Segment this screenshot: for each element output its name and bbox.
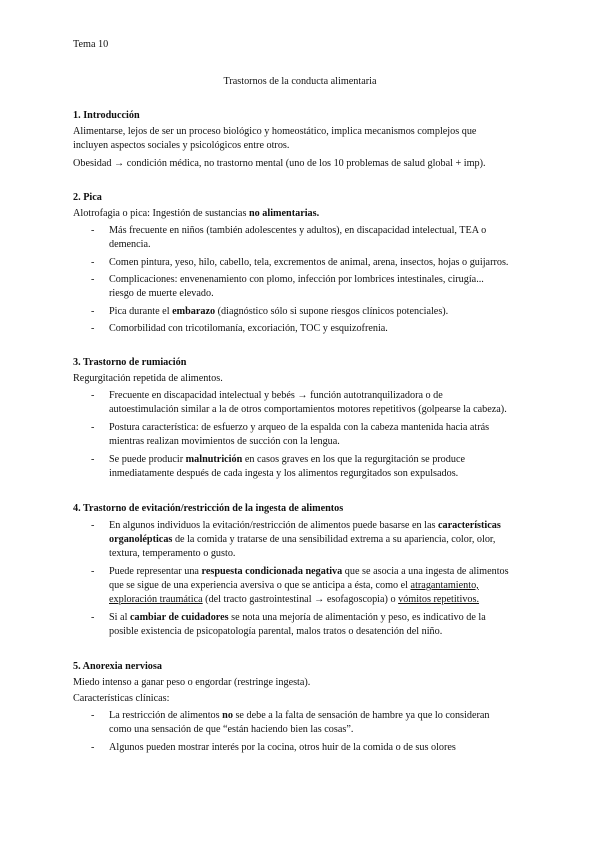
paragraph-line: Miedo intenso a ganar peso o engordar (restringe ingesta). (73, 677, 311, 688)
section-5-heading: 5. Anorexia nerviosa (73, 661, 162, 672)
section-2-heading: 2. Pica (73, 192, 102, 203)
list-item-line: mientras realizan movimientos de succión con la lengua. (109, 436, 340, 447)
paragraph-line: Características clínicas: (73, 693, 170, 704)
list-item-line: autoestimulación similar a la de otros comportamientos motores repetitivos (golpearse la cabeza). (109, 404, 507, 415)
list-item-line: riesgo de muerte elevado. (109, 288, 214, 299)
bullet-dash: - (91, 323, 95, 334)
paragraph-line: Alotrofagia o pica: Ingestión de sustancias no alimentarias. (73, 208, 320, 219)
list-item-line: Si al cambiar de cuidadores se nota una mejoría de alimentación y peso, es indicativo de la (109, 612, 486, 623)
section-3-heading: 3. Trastorno de rumiación (73, 357, 187, 368)
list-item-line: Postura característica: de esfuerzo y arqueo de la espalda con la cabeza mantenida hacia atrás (109, 422, 490, 433)
list-item-line: exploración traumática (del tracto gastrointestinal → esofagoscopia) o vómitos repetitivos. (109, 594, 480, 605)
list-item-line: textura, temperamento o gusto. (109, 548, 236, 559)
bullet-dash: - (91, 225, 95, 236)
bullet-dash: - (91, 257, 95, 268)
bullet-dash: - (91, 306, 95, 317)
bullet-dash: - (91, 274, 95, 285)
list-item-line: Algunos pueden mostrar interés por la cocina, otros huir de la comida o de sus olores (109, 742, 456, 753)
list-item-line: inmediatamente después de cada ingesta y los alimentos regurgitados son expulsados. (109, 468, 459, 479)
bullet-dash: - (91, 454, 95, 465)
list-item-line: Comen pintura, yeso, hilo, cabello, tela, excrementos de animal, arena, insectos, hojas o guijarros. (109, 257, 509, 268)
section-1-heading: 1. Introducción (73, 110, 140, 121)
list-item-line: demencia. (109, 239, 151, 250)
list-item-line: como una sensación de que “están haciendo bien las cosas”. (109, 724, 354, 735)
list-item-line: Comorbilidad con tricotilomanía, excoriación, TOC y esquizofrenia. (109, 323, 388, 334)
bullet-dash: - (91, 422, 95, 433)
list-item-line: Puede representar una respuesta condicionada negativa que se asocia a una ingesta de alimentos (109, 566, 509, 577)
paragraph-line: Alimentarse, lejos de ser un proceso biológico y homeostático, implica mecanismos complejos que (73, 126, 477, 137)
bullet-dash: - (91, 520, 95, 531)
list-item-line: Frecuente en discapacidad intelectual y bebés → función autotranquilizadora o de (109, 390, 443, 401)
paragraph-line: incluyen aspectos sociales y psicológicos entre otros. (73, 140, 290, 151)
header-label: Tema 10 (73, 39, 109, 50)
bullet-dash: - (91, 710, 95, 721)
section-4-heading: 4. Trastorno de evitación/restricción de la ingesta de alimentos (73, 503, 344, 514)
bullet-dash: - (91, 612, 95, 623)
bullet-dash: - (91, 742, 95, 753)
list-item-line: posible existencia de psicopatología parental, malos tratos o desatención del niño. (109, 626, 443, 637)
list-item-line: que se sigue de una experiencia aversiva o que se anticipa a ésta, como el atragantamiento, (109, 580, 479, 591)
list-item-line: organolépticas de la comida y tratarse de una sensibilidad extrema a su apariencia, color, olor, (109, 534, 496, 545)
bullet-dash: - (91, 566, 95, 577)
list-item-line: Se puede producir malnutrición en casos graves en los que la regurgitación se produce (109, 454, 466, 465)
list-item-line: Más frecuente en niños (también adolescentes y adultos), en discapacidad intelectual, TEA o (109, 225, 487, 236)
paragraph-line: Regurgitación repetida de alimentos. (73, 373, 223, 384)
list-item-line: Complicaciones: envenenamiento con plomo, infección por lombrices intestinales, cirugía... (109, 274, 484, 285)
list-item-line: Pica durante el embarazo (diagnóstico sólo si supone riesgos clínicos potenciales). (109, 306, 449, 317)
bullet-dash: - (91, 390, 95, 401)
list-item-line: La restricción de alimentos no se debe a la falta de sensación de hambre ya que lo consideran (109, 710, 490, 721)
paragraph-line: Obesidad → condición médica, no trastorno mental (uno de los 10 problemas de salud global + imp). (73, 158, 486, 169)
page-title: Trastornos de la conducta alimentaria (223, 76, 377, 87)
list-item-line: En algunos individuos la evitación/restricción de alimentos puede basarse en las características (109, 520, 501, 531)
